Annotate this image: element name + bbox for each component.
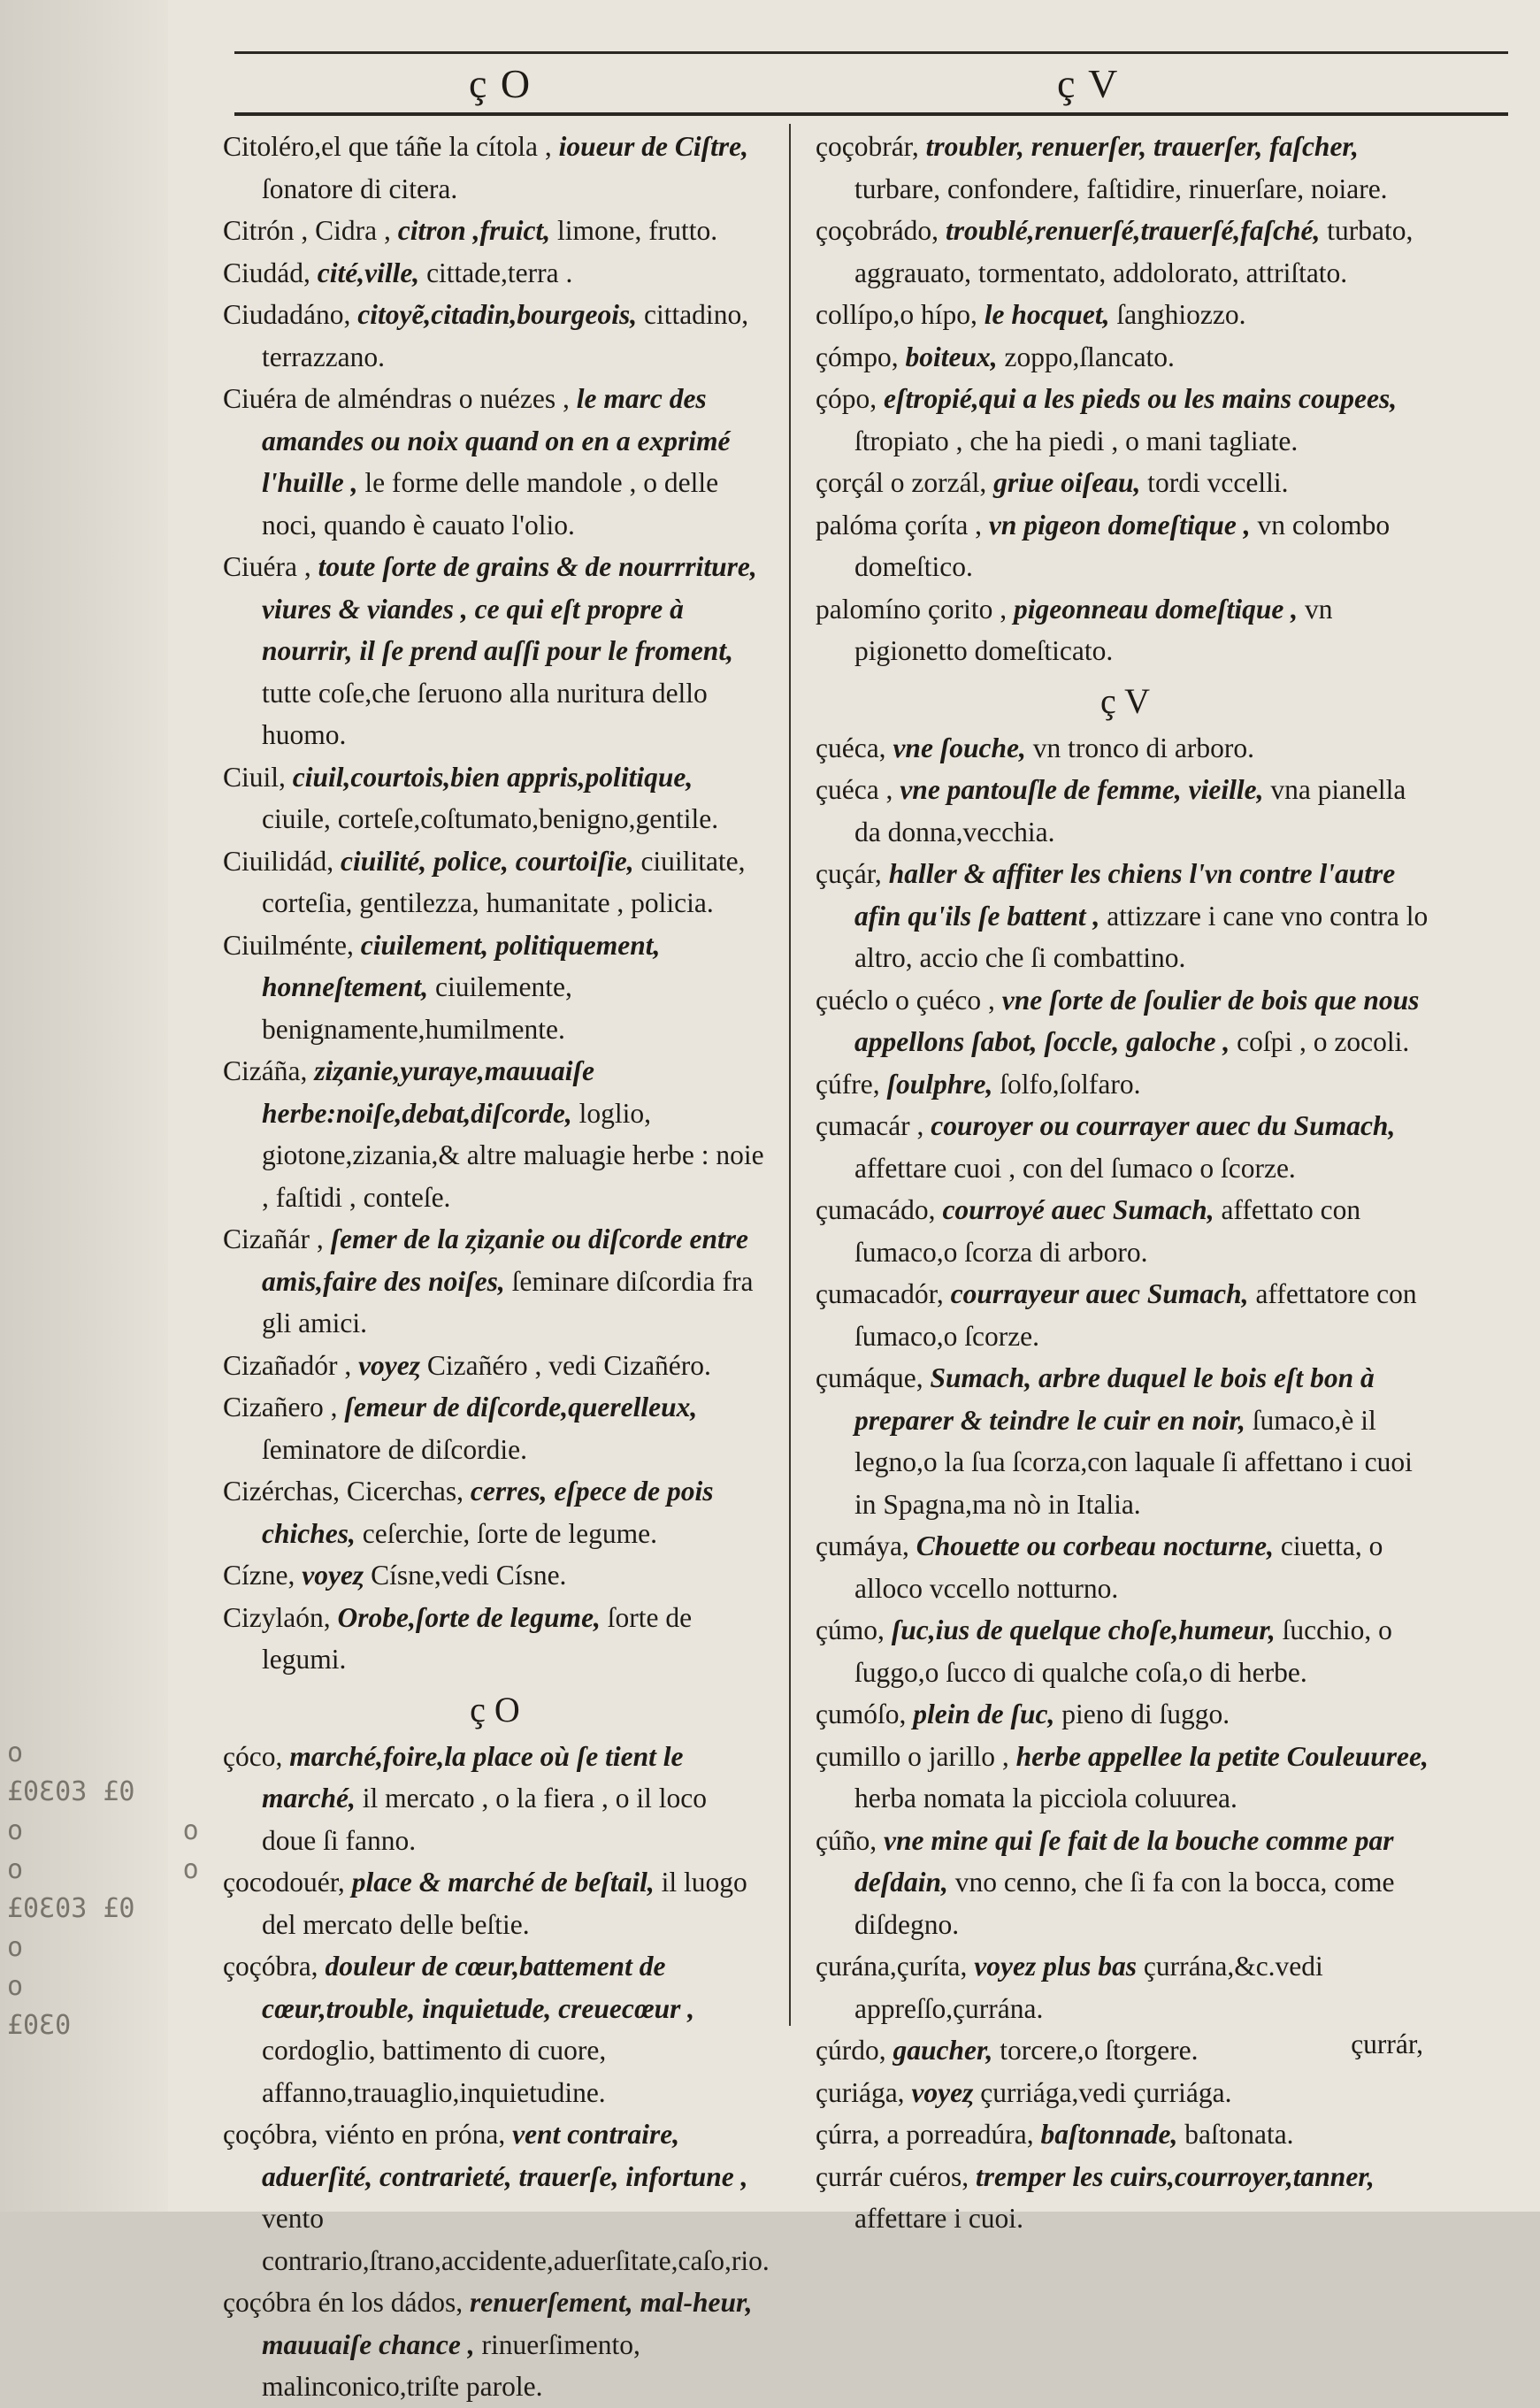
dictionary-entry <box>816 2029 1435 2072</box>
dictionary-entry <box>816 1820 1435 1946</box>
entry-french: voyez plus bas <box>974 1951 1138 1982</box>
entry-italian: affettatore con ſumaco,o ſcorze. <box>854 1278 1417 1352</box>
dictionary-entry <box>223 1597 767 1681</box>
entry-italian: torcere,o ſtorgere. <box>1000 2035 1199 2066</box>
entry-french: ſemer de la ȥiȥanie ou diſcorde entre amis,faire des noiſes, <box>262 1223 749 1297</box>
entry-headword: çuéca, <box>816 732 886 763</box>
entry-french: vent contraire, aduerſité, contrarieté, trauerſe, infortune , <box>262 2119 748 2192</box>
entry-headword: collípo,o hípo, <box>816 299 977 330</box>
dictionary-entry <box>816 1525 1435 1609</box>
dictionary-entry <box>816 1357 1435 1525</box>
dictionary-entry <box>223 2113 770 2281</box>
entry-french: vne ſorte de ſoulier de bois que nous appellons ſabot, ſoccle, galoche , <box>854 984 1420 1057</box>
entry-headword: çumóſo, <box>816 1699 907 1729</box>
entry-french: le hocquet, <box>984 299 1110 330</box>
dictionary-entry <box>816 769 1435 853</box>
entry-french: marché,foire,la place où ſe tient le marché, <box>262 1740 684 1814</box>
entry-french: voyeȥ <box>911 2076 974 2108</box>
entry-french: Sumach, arbre duquel le bois eſt bon à preparer & teindre le cuir en noir, <box>854 1362 1375 1436</box>
entry-headword: Cízne, <box>223 1560 295 1591</box>
entry-italian: vna pianella da donna,vecchia. <box>854 774 1406 847</box>
dictionary-entry <box>223 924 767 1051</box>
entry-italian: il mercato , o la fiera , o il loco doue ſi fanno. <box>262 1783 707 1856</box>
entry-french: ſuc,ius de quelque choſe,humeur, <box>891 1614 1276 1645</box>
entry-headword: çumillo o jarillo , <box>816 1740 1009 1772</box>
entry-italian: ciuilitate, corteſia, gentilezza, humanitate , policia. <box>262 845 746 918</box>
entry-italian: ſanghiozzo. <box>1116 299 1246 330</box>
entry-italian: ciuetta, o alloco vccello notturno. <box>854 1530 1383 1604</box>
dictionary-entry <box>223 1861 767 1945</box>
entry-headword: çuriága, <box>816 2076 905 2108</box>
entry-italian: ſtropiato , che ha piedi , o mani tagliate. <box>854 425 1299 456</box>
entry-headword: çúrdo, <box>816 2035 886 2066</box>
dictionary-entry <box>223 1050 767 1218</box>
left-column <box>223 126 770 2408</box>
entry-italian: turbato, aggrauato, tormentato, addolorato, attriſtato. <box>854 215 1414 288</box>
entry-headword: çoçóbra, viénto en próna, <box>223 2119 506 2150</box>
dictionary-entry <box>223 546 767 756</box>
entry-italian: baſtonata. <box>1184 2119 1294 2150</box>
dictionary-entry <box>816 853 1435 979</box>
entry-french: renuerſement, mal-heur, mauuaiſe chance , <box>262 2287 753 2360</box>
entry-italian: ſonatore di citera. <box>262 173 458 204</box>
entry-french: haller & affiter les chiens l'vn contre l'autre afin qu'ils ſe battent , <box>854 858 1396 932</box>
entry-french: gaucher, <box>893 2035 993 2066</box>
entry-headword: Ciudadáno, <box>223 299 351 330</box>
entry-italian: affettato con ſumaco,o ſcorza di arboro. <box>854 1194 1361 1268</box>
entry-italian: vno cenno, che ſi fa con la bocca, come diſdegno. <box>854 1867 1395 1940</box>
section-heading-co: ç O <box>470 1689 520 1729</box>
entry-italian: Cizañéro , vedi Cizañéro. <box>426 1349 711 1381</box>
running-head-right: ç V <box>1057 61 1120 106</box>
entry-french: Chouette ou corbeau nocturne, <box>916 1530 1275 1561</box>
dictionary-entry <box>223 294 767 378</box>
entry-french: troublé,renuerſé,trauerſé,faſché, <box>945 215 1321 246</box>
entry-headword: çoçóbra én los dádos, <box>223 2287 464 2318</box>
dictionary-entry <box>223 1945 767 2113</box>
entry-italian: çurriága,vedi çurriága. <box>980 2076 1232 2108</box>
entry-italian: limone, frutto. <box>557 215 718 246</box>
entry-italian: turbare, confondere, faſtidire, rinuerſare, noiare. <box>854 173 1388 204</box>
left-entries <box>223 126 767 1681</box>
header-rule <box>234 112 1508 116</box>
entry-headword: çóco, <box>223 1740 283 1772</box>
entry-headword: Cizáña, <box>223 1055 308 1086</box>
entry-french: voyeȥ <box>302 1560 364 1591</box>
entry-italian: ſorte de legumi. <box>262 1601 693 1675</box>
entry-headword: çuéclo o çuéco , <box>816 984 995 1016</box>
entry-french: ſemeur de diſcorde,querelleux, <box>344 1392 698 1423</box>
dictionary-entry <box>223 252 767 295</box>
entry-italian: pieno di ſuggo. <box>1061 1699 1230 1729</box>
entry-headword: çumáque, <box>816 1362 923 1393</box>
entry-italian: affettare i cuoi. <box>854 2203 1023 2234</box>
entry-french: ſoulphre, <box>886 1068 993 1100</box>
entry-french: vne pantouſle de femme, vieille, <box>900 774 1264 805</box>
entry-french: ciuilité, police, courtoiſie, <box>341 845 634 877</box>
bleed-mark: o o <box>7 1854 199 1885</box>
entry-italian: rinuerſimento, malinconico,triſte parole. <box>262 2328 640 2402</box>
column-divider <box>789 124 791 2026</box>
entry-french: toute ſorte de grains & de nourrriture, viures & viandes , ce qui eſt propre à nourrir, il ſe prend auſſi pour le froment, <box>262 551 757 666</box>
right-entries-cv <box>816 727 1435 2240</box>
entry-italian: ciuilemente, benignamente,humilmente. <box>262 971 572 1045</box>
dictionary-entry <box>223 2281 767 2408</box>
dictionary-entry <box>816 1945 1435 2029</box>
entry-headword: çoçóbra, <box>223 1951 318 1982</box>
right-entries <box>816 126 1435 672</box>
entry-french: plein de ſuc, <box>913 1699 1055 1729</box>
entry-french: herbe appellee la petite Couleuuree, <box>1015 1740 1429 1772</box>
left-entries-co <box>223 1736 770 2408</box>
entry-headword: çúfre, <box>816 1068 880 1100</box>
bleed-mark: £0Ɛ03 £0 <box>7 1776 135 1807</box>
dictionary-entry <box>816 979 1435 1063</box>
dictionary-entry <box>816 126 1435 210</box>
entry-italian: attizzare i cane vno contra lo altro, accio che ſi combattino. <box>854 900 1429 973</box>
entry-italian: il luogo del mercato delle beſtie. <box>262 1867 747 1940</box>
entry-italian: tutte coſe,che ſeruono alla nuritura dello huomo. <box>262 677 708 750</box>
dictionary-entry <box>816 2072 1435 2114</box>
dictionary-entry <box>816 1063 1435 1106</box>
dictionary-entry <box>223 1736 767 1862</box>
entry-headword: çocodouér, <box>223 1867 345 1898</box>
entry-italian: coſpi , o zocoli. <box>1237 1026 1410 1057</box>
entry-headword: palomíno çorito , <box>816 593 1008 625</box>
entry-french: voyeȥ <box>358 1349 421 1381</box>
dictionary-entry <box>223 756 767 840</box>
bleed-mark: £0Ɛ03 £0 <box>7 1893 135 1924</box>
entry-headword: Cizañero , <box>223 1392 338 1423</box>
entry-italian: ſeminatore de diſcordie. <box>262 1433 528 1465</box>
entry-french: citron ,fruict, <box>397 215 551 246</box>
entry-headword: çoçobrár, <box>816 131 919 162</box>
dictionary-entry <box>816 727 1435 770</box>
entry-italian: vn colombo domeſtico. <box>854 509 1391 582</box>
dictionary-entry <box>816 1189 1435 1273</box>
dictionary-entry <box>816 1609 1435 1693</box>
entry-italian: vento contrario,ſtrano,accidente,aduerſitate,caſo,rio. <box>262 2203 770 2276</box>
entry-french: vn pigeon domeſtique , <box>988 509 1251 541</box>
entry-french: boiteux, <box>905 341 998 372</box>
entry-french: ioueur de Ciſtre, <box>558 131 749 162</box>
bleed-through-marks <box>7 1734 199 2045</box>
entry-italian: tordi vccelli. <box>1147 467 1289 498</box>
entry-headword: çómpo, <box>816 341 899 372</box>
entry-italian: cordoglio, battimento di cuore, affanno,trauaglio,inquietudine. <box>262 2035 607 2108</box>
entry-headword: Cizylaón, <box>223 1601 331 1633</box>
bleed-mark: £0Ɛ0 <box>7 2010 72 2041</box>
entry-french: eſtropié,qui a les pieds ou les mains coupees, <box>883 383 1398 414</box>
dictionary-entry <box>816 378 1435 462</box>
entry-italian: cittade,terra . <box>426 257 573 288</box>
entry-headword: Ciuilidád, <box>223 845 334 877</box>
entry-headword: Ciudád, <box>223 257 310 288</box>
dictionary-entry <box>223 1218 767 1345</box>
bleed-mark: o <box>7 1971 24 2002</box>
entry-italian: ceſerchie, ſorte de legume. <box>362 1517 657 1549</box>
dictionary-entry <box>816 1273 1435 1357</box>
entry-french: courrayeur auec Sumach, <box>950 1278 1249 1309</box>
dictionary-entry <box>816 588 1435 672</box>
dictionary-entry <box>223 840 767 924</box>
dictionary-entry <box>816 1105 1435 1189</box>
entry-headword: Ciuéra , <box>223 551 311 582</box>
entry-italian: affettare cuoi , con del ſumaco o ſcorze. <box>854 1152 1296 1184</box>
section-heading-cv: ç V <box>1100 680 1150 721</box>
entry-italian: herba nomata la picciola coluurea. <box>854 1783 1237 1814</box>
entry-french: douleur de cœur,battement de cœur,trouble, inquietude, creuecœur , <box>262 1951 695 2024</box>
binding-gutter <box>0 0 199 2212</box>
entry-headword: Citrón , Cidra , <box>223 215 391 246</box>
entry-italian: ſeminare diſcordia fra gli amici. <box>262 1265 754 1338</box>
entry-italian: çurrána,&c.vedi appreſſo,çurrána. <box>854 1951 1323 2024</box>
dictionary-entry <box>816 462 1435 504</box>
dictionary-entry <box>223 1470 767 1554</box>
entry-headword: Citoléro,el que táñe la cítola , <box>223 131 552 162</box>
entry-italian: ciuile, corteſe,coſtumato,benigno,gentile. <box>262 803 719 834</box>
right-column <box>816 126 1435 2240</box>
entry-french: Orobe,ſorte de legume, <box>337 1601 601 1633</box>
dictionary-entry <box>816 2113 1435 2156</box>
entry-headword: Cizañár , <box>223 1223 324 1254</box>
entry-italian: vn tronco di arboro. <box>1032 732 1254 763</box>
entry-french: cerres, eſpece de pois chiches, <box>262 1476 714 1549</box>
entry-headword: Cizañadór , <box>223 1349 352 1381</box>
entry-headword: Cizérchas, Cicerchas, <box>223 1476 464 1507</box>
entry-headword: palóma çoríta , <box>816 509 983 541</box>
dictionary-entry <box>816 1736 1435 1820</box>
dictionary-entry <box>816 210 1435 294</box>
entry-french: vne ſouche, <box>893 732 1026 763</box>
entry-headword: çurána,çuríta, <box>816 1951 968 1982</box>
entry-italian: vn pigionetto domeſticato. <box>854 593 1333 666</box>
dictionary-entry <box>816 1693 1435 1736</box>
entry-headword: çorçál o zorzál, <box>816 467 987 498</box>
entry-headword: çurrár cuéros, <box>816 2160 969 2192</box>
entry-italian: ſucchio, o ſuggo,o ſucco di qualche coſa,o di herbe. <box>854 1614 1392 1688</box>
entry-french: ziȥanie,yuraye,mauuaiſe herbe:noiſe,debat,diſcorde, <box>262 1055 594 1129</box>
dictionary-entry <box>816 294 1435 336</box>
bleed-mark: o <box>7 1932 24 1963</box>
entry-french: couroyer ou courrayer auec du Sumach, <box>931 1110 1396 1141</box>
entry-headword: çumacár , <box>816 1110 924 1141</box>
entry-french: vne mine qui ſe fait de la bouche comme par deſdain, <box>854 1824 1394 1898</box>
dictionary-entry <box>223 210 767 252</box>
dictionary-entry <box>223 378 767 546</box>
bleed-mark: o <box>7 1737 24 1768</box>
entry-italian: loglio, giotone,zizania,& altre maluagie herbe : noie , faſtidi , conteſe. <box>262 1097 764 1213</box>
entry-headword: Ciuéra de alméndras o nuézes , <box>223 383 570 414</box>
entry-headword: Ciuil, <box>223 761 286 793</box>
dictionary-entry <box>816 336 1435 379</box>
entry-french: baſtonnade, <box>1040 2119 1178 2150</box>
entry-french: pigeonneau domeſtique , <box>1013 593 1299 625</box>
dictionary-entry <box>816 504 1435 588</box>
entry-french: le marc des amandes ou noix quand on en a exprimé l'huille , <box>262 383 731 498</box>
entry-italian: zoppo,ſlancato. <box>1004 341 1175 372</box>
entry-italian: cittadino, terrazzano. <box>262 299 749 372</box>
running-head-left: ç O <box>469 61 532 106</box>
entry-headword: çúño, <box>816 1824 877 1856</box>
entry-headword: Ciuilménte, <box>223 929 354 961</box>
entry-french: cité,ville, <box>317 257 420 288</box>
bleed-mark: o o <box>7 1815 199 1846</box>
entry-headword: çoçobrádo, <box>816 215 939 246</box>
entry-italian: le forme delle mandole , o delle noci, quando è cauato l'olio. <box>262 467 719 541</box>
entry-french: place & marché de beſtail, <box>351 1867 655 1898</box>
entry-headword: çúrra, a porreadúra, <box>816 2119 1034 2150</box>
dictionary-entry <box>223 1345 767 1387</box>
entry-french: ciuilement, politiquement, honneſtement, <box>262 929 661 1002</box>
entry-french: griue oiſeau, <box>993 467 1141 498</box>
entry-french: troubler, renuerſer, trauerſer, faſcher, <box>925 131 1359 162</box>
entry-italian: ſumaco,è il legno,o la ſua ſcorza,con laquale ſi affettano i cuoi in Spagna,ma nò in Italia. <box>854 1404 1413 1520</box>
dictionary-entry <box>816 2156 1435 2240</box>
dictionary-entry <box>223 1554 767 1597</box>
catchword: çurrár, <box>1351 2028 1423 2059</box>
entry-headword: çúmo, <box>816 1614 885 1645</box>
entry-french: citoyẽ,citadin,bourgeois, <box>357 299 638 330</box>
entry-headword: çumacadór, <box>816 1278 944 1309</box>
entry-french: ciuil,courtois,bien appris,politique, <box>292 761 693 793</box>
entry-french: tremper les cuirs,courroyer,tanner, <box>976 2160 1375 2192</box>
entry-headword: çumáya, <box>816 1530 909 1561</box>
dictionary-entry <box>223 1386 767 1470</box>
dictionary-entry <box>223 126 767 210</box>
entry-headword: çuéca , <box>816 774 893 805</box>
entry-headword: çumacádo, <box>816 1194 936 1225</box>
entry-french: courroyé auec Sumach, <box>942 1194 1214 1225</box>
top-rule <box>234 51 1508 54</box>
entry-headword: çuçár, <box>816 858 882 889</box>
entry-headword: çópo, <box>816 383 877 414</box>
entry-italian: ſolfo,ſolfaro. <box>1000 1068 1141 1100</box>
entry-italian: Císne,vedi Císne. <box>371 1560 567 1591</box>
